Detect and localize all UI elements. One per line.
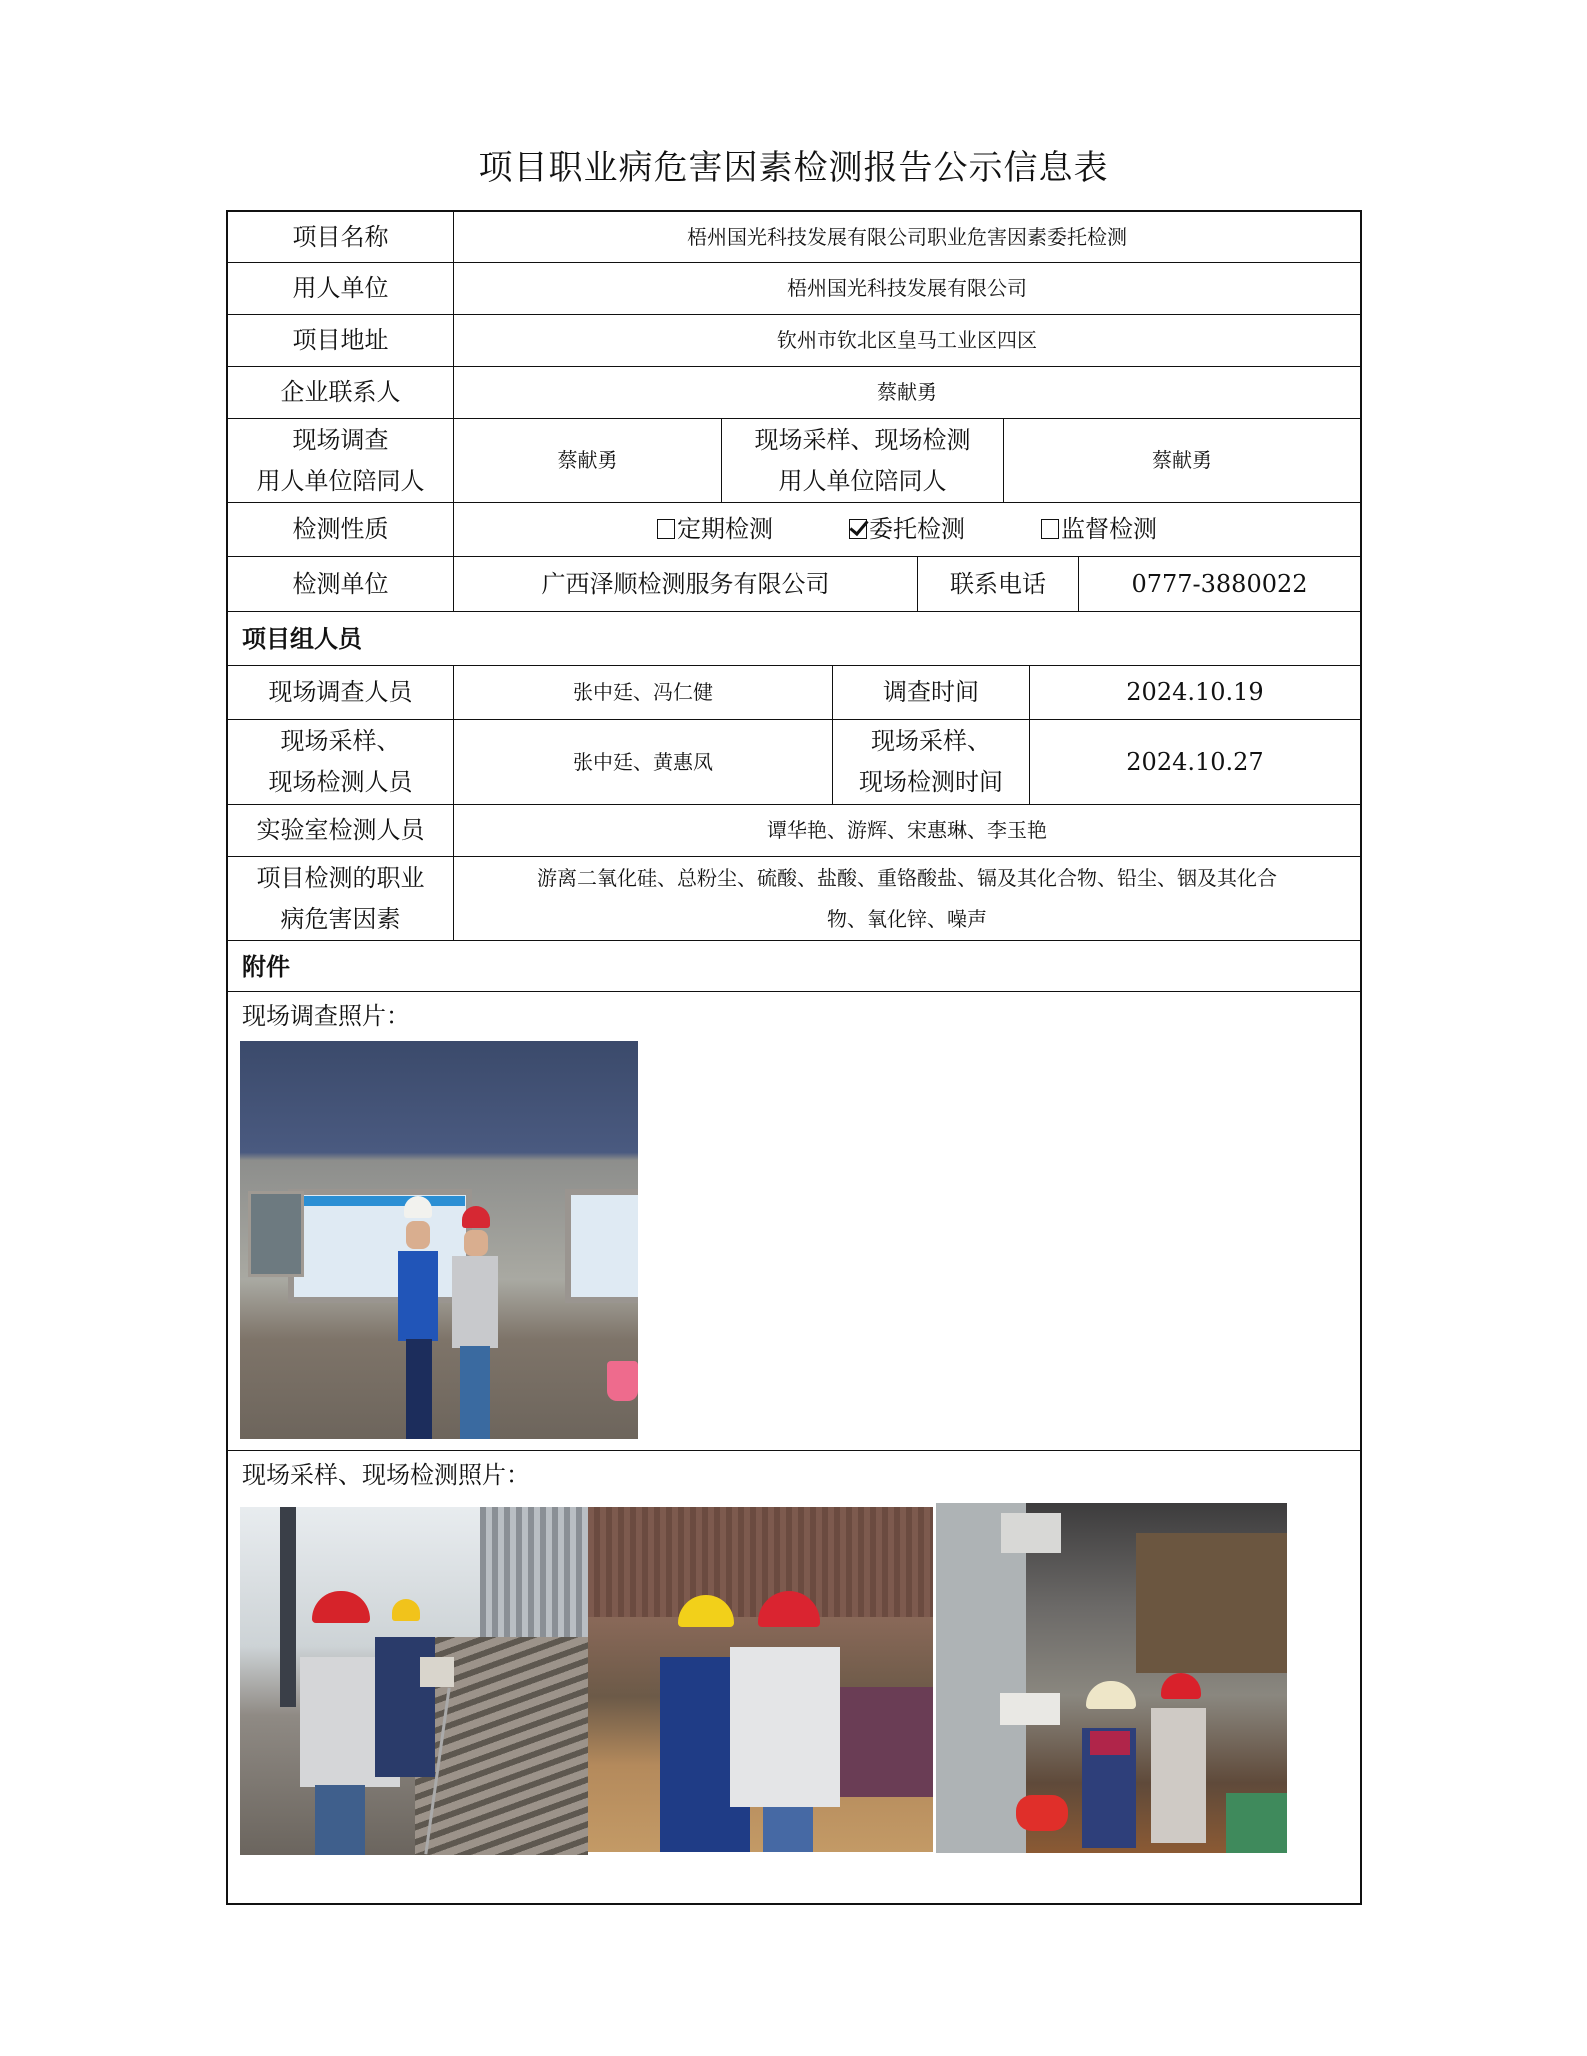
phone-value: 0777-3880022 bbox=[1131, 569, 1308, 598]
option-commissioned-test[interactable]: 委托检测 bbox=[849, 509, 965, 550]
hazards-value-line2: 物、氧化锌、噪声 bbox=[827, 906, 987, 931]
survey-photos-caption: 现场调查照片： bbox=[242, 1002, 410, 1030]
hazards-value-line1: 游离二氧化硅、总粉尘、硫酸、盐酸、重铬酸盐、镉及其化合物、铅尘、铟及其化合 bbox=[537, 865, 1277, 890]
lab-staff-value: 谭华艳、游辉、宋惠琳、李玉艳 bbox=[767, 818, 1047, 842]
sampling-photo-1 bbox=[240, 1507, 588, 1855]
employer-value: 梧州国光科技发展有限公司 bbox=[787, 276, 1027, 300]
survey-photo bbox=[240, 1041, 638, 1439]
sampling-escort-label-line1: 现场采样、现场检测 bbox=[754, 425, 971, 454]
test-nature-options bbox=[454, 503, 1360, 556]
hazards-label bbox=[228, 857, 453, 940]
sampling-photo-3 bbox=[936, 1503, 1287, 1853]
hazards-value bbox=[454, 857, 1360, 940]
phone-label: 联系电话 bbox=[950, 569, 1046, 598]
employer-label: 用人单位 bbox=[292, 274, 389, 302]
checkbox-unchecked-icon[interactable] bbox=[657, 519, 675, 539]
test-unit-value: 广西泽顺检测服务有限公司 bbox=[541, 569, 830, 598]
sampling-time-value: 2024.10.27 bbox=[1126, 747, 1264, 776]
sampling-staff-label-line2: 现场检测人员 bbox=[268, 768, 413, 796]
survey-escort-label-line1: 现场调查 bbox=[292, 425, 389, 454]
survey-staff-value: 张中廷、冯仁健 bbox=[573, 680, 713, 704]
sampling-photos-caption: 现场采样、现场检测照片： bbox=[242, 1461, 530, 1489]
test-nature-label: 检测性质 bbox=[292, 515, 389, 543]
page-title: 项目职业病危害因素检测报告公示信息表 bbox=[478, 148, 1109, 188]
lab-staff-label: 实验室检测人员 bbox=[256, 816, 425, 844]
notice-board bbox=[288, 1189, 472, 1303]
address-value: 钦州市钦北区皇马工业区四区 bbox=[777, 328, 1037, 352]
sampling-escort-value: 蔡献勇 bbox=[1152, 448, 1212, 472]
sampling-time-label-line1: 现场采样、 bbox=[871, 727, 991, 755]
hazards-label-line2: 病危害因素 bbox=[280, 904, 401, 933]
project-name-value: 梧州国光科技发展有限公司职业危害因素委托检测 bbox=[687, 224, 1127, 249]
sampling-escort-label-line2: 用人单位陪同人 bbox=[778, 466, 947, 495]
checkbox-unchecked-icon[interactable] bbox=[1041, 519, 1059, 539]
sampling-staff-label bbox=[228, 720, 453, 804]
team-section-heading: 项目组人员 bbox=[242, 624, 362, 653]
test-unit-label: 检测单位 bbox=[292, 569, 389, 598]
survey-escort-value: 蔡献勇 bbox=[557, 448, 618, 472]
option-supervision-test[interactable]: 监督检测 bbox=[1041, 509, 1157, 550]
hazards-label-line1: 项目检测的职业 bbox=[256, 863, 425, 892]
survey-staff-label: 现场调查人员 bbox=[268, 678, 413, 706]
sampling-time-label bbox=[833, 720, 1029, 804]
sampling-escort-label bbox=[722, 419, 1003, 502]
checkbox-checked-icon[interactable] bbox=[849, 519, 867, 539]
contact-label: 企业联系人 bbox=[280, 378, 401, 406]
sampling-photo-2 bbox=[588, 1507, 933, 1852]
survey-time-label: 调查时间 bbox=[883, 678, 979, 706]
survey-time-value: 2024.10.19 bbox=[1126, 678, 1264, 706]
sampling-time-label-line2: 现场检测时间 bbox=[859, 768, 1003, 796]
sampling-staff-value: 张中廷、黄惠凤 bbox=[573, 749, 713, 774]
option-periodic-test[interactable]: 定期检测 bbox=[657, 509, 773, 550]
sampling-staff-label-line1: 现场采样、 bbox=[280, 727, 401, 755]
survey-escort-label bbox=[228, 419, 453, 502]
contact-value: 蔡献勇 bbox=[877, 380, 937, 404]
attachment-section-heading: 附件 bbox=[242, 951, 290, 981]
survey-escort-label-line2: 用人单位陪同人 bbox=[256, 466, 425, 495]
address-label: 项目地址 bbox=[292, 326, 389, 354]
project-name-label: 项目名称 bbox=[292, 222, 389, 251]
